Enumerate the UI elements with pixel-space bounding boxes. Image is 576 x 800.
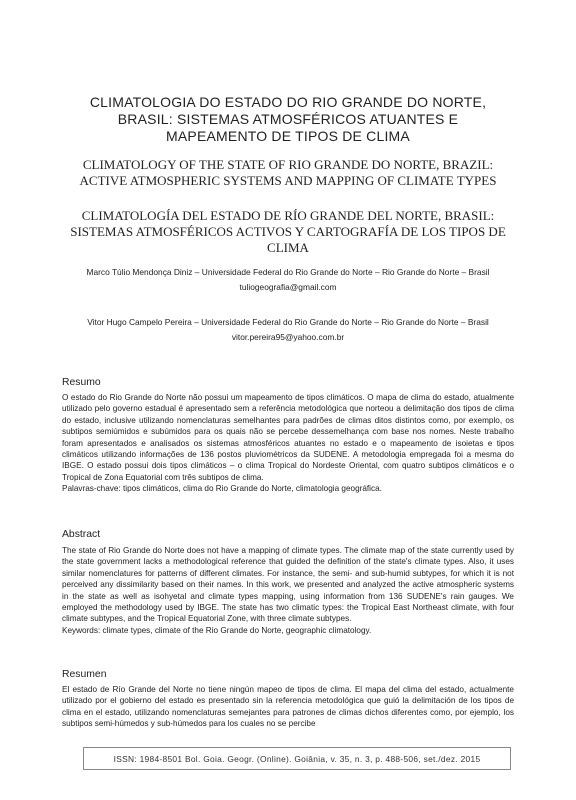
abstract-keywords: Keywords: climate types, climate of the Rio Grande do Norte, geographic climatology. [62,625,372,635]
resumo-heading: Resumo [62,377,101,388]
abstract-heading: Abstract [62,529,101,540]
abstract-body [62,545,514,636]
author-1 [50,267,526,293]
author-2 [50,317,526,343]
resumo-body [62,392,514,495]
resumen-body [62,684,514,744]
title-portuguese: CLIMATOLOGIA DO ESTADO DO RIO GRANDE DO NORTE, BRASIL: SISTEMAS ATMOSFÉRICOS ATUANTES E MAPEAMENTO DE TIPOS DE CLIMA [89,94,487,144]
resumen-text: El estado de Río Grande del Norte no tiene ningún mapeo de tipos de clima. El mapa del clima del estado, actualmente utilizado por el gobierno del estado es presentado sin la referencia metodológica que guió la delimitación de los tipos de clima en el estado, utilizando nomenclaturas semejantes para patrones de climas dichos diferentes como, por ejemplo, los subtipos semi-húmedos y sub-húmedos para los cuales no se percibe [62,685,514,729]
author-1-affiliation: Marco Túlio Mendonça Diniz – Universidade Federal do Rio Grande do Norte – Rio Grande do Norte – Brasil [86,267,490,277]
resumo-keywords: Palavras-chave: tipos climáticos, clima do Rio Grande do Norte, climatologia geográfica. [62,484,382,494]
abstract-text: The state of Rio Grande do Norte does not have a mapping of climate types. The climate map of the state currently used by the state government lacks a methodological reference that guided the definition of the state's climate types. Also, it uses similar nomenclatures for patterns of different climates. For instance, the semi- and sub-humid subtypes, for which it is not perceived any dissimilarity based on their names. In this work, we presented and analyzed the active atmospheric systems in the state as well as isohyetal and climate types mapping, using information from 136 SUDENE's rain gauges. We employed the methodology used by IBGE. The state has two climatic types: the Tropical East Northeast climate, with four climate subtypes, and the Tropical Equatorial Zone, with three climate subtypes. [62,546,514,624]
resumen-heading: Resumen [62,669,107,680]
title-spanish: CLIMATOLOGÍA DEL ESTADO DE RÍO GRANDE DEL NORTE, BRASIL: SISTEMAS ATMOSFÉRICOS ACTIVOS Y CARTOGRAFÍA DE LOS TIPOS DE CLIMA [70,208,506,255]
author-2-affiliation: Vitor Hugo Campelo Pereira – Universidade Federal do Rio Grande do Norte – Rio Grande do Norte – Brasil [87,317,489,327]
author-2-email[interactable]: vitor.pereira95@yahoo.com.br [231,332,345,342]
journal-citation: ISSN: 1984-8501 Bol. Goia. Geogr. (Online). Goiânia, v. 35, n. 3, p. 488-506, set./dez. 2015 [113,753,481,764]
author-1-email[interactable]: tuliogeografia@gmail.com [239,282,337,292]
title-english: CLIMATOLOGY OF THE STATE OF RIO GRANDE DO NORTE, BRAZIL: ACTIVE ATMOSPHERIC SYSTEMS AND MAPPING OF CLIMATE TYPES [79,157,497,188]
journal-footer [83,747,511,770]
resumo-text: O estado do Rio Grande do Norte não possui um mapeamento de tipos climáticos. O mapa de clima do estado, atualmente utilizado pelo governo estadual é apresentado sem a referência metodológica que norteou a delimitação dos tipos de clima do estado, inclusive utilizando nomenclaturas semelhantes para padrões de climas ditos distintos como, por exemplo, os subtipos semiúmidos e subúmidos para os quais não se percebe dessemelhança com base nos nomes. Neste trabalho foram apresentados e analisados os sistemas atmosféricos atuantes no estado e o mapeamento de isoietas e tipos climáticos utilizando informações de 136 postos pluviométricos da SUDENE. A metodologia empregada foi a mesma do IBGE. O estado possui dois tipos climáticos – o clima Tropical do Nordeste Oriental, com quatro subtipos climáticos e o Tropical de Zona Equatorial com três subtipos de clima. [62,393,514,482]
